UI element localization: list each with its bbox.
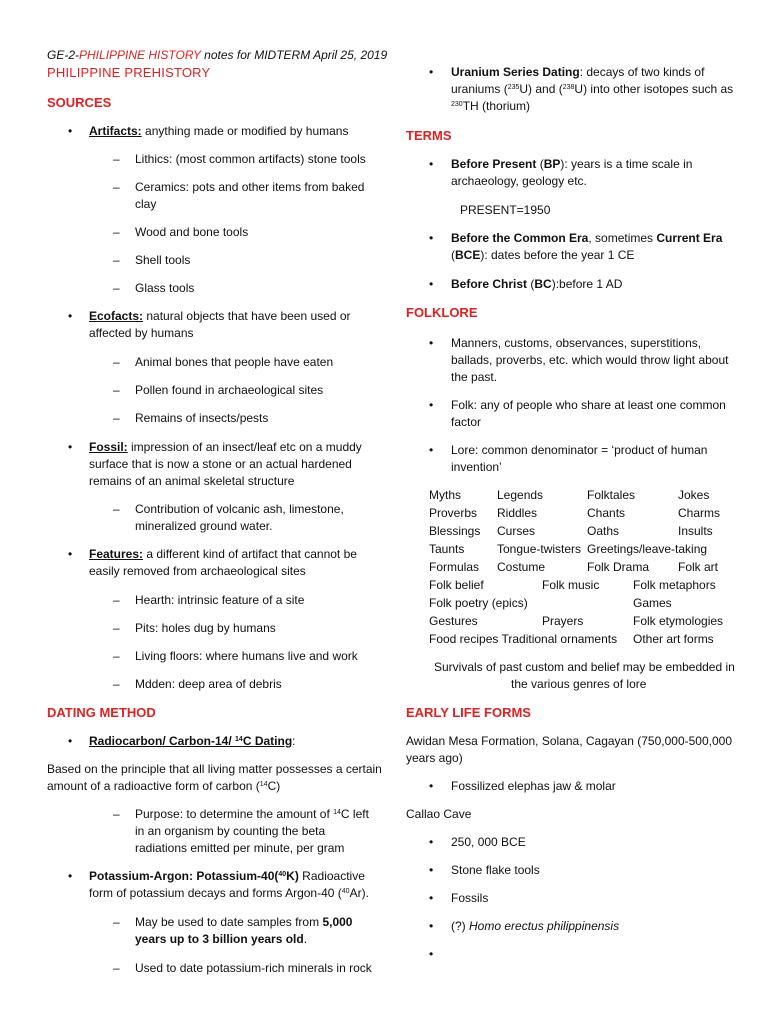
ecofacts-item-cont: affected by humans	[89, 326, 194, 340]
bullet: •	[429, 157, 434, 171]
bce250-item: 250, 000 BCE	[451, 835, 526, 849]
dash: –	[113, 649, 120, 663]
bullet: •	[429, 277, 434, 291]
fossil-item: Fossil: impression of an insect/leaf etc on a muddy	[89, 440, 362, 454]
dash: –	[113, 807, 120, 821]
genre-cell: Taunts	[429, 542, 465, 556]
dash: –	[113, 225, 120, 239]
ecofacts-item: Ecofacts: natural objects that have been used or	[89, 309, 351, 323]
bullet: •	[429, 231, 434, 245]
section-dating-method: DATING METHOD	[47, 705, 156, 720]
genre-cell: Folk belief	[429, 578, 484, 592]
fossil-item-cont: remains of an animal skeletal structure	[89, 474, 295, 488]
genre-cell: Costume	[497, 560, 546, 574]
manners-item-cont: ballads, proverbs, etc. which would throw light about	[451, 353, 729, 367]
genre-cell: Curses	[497, 524, 536, 538]
shell-item: Shell tools	[135, 253, 191, 267]
manners-item: Manners, customs, observances, superstitions,	[451, 336, 702, 350]
volcanic-item: Contribution of volcanic ash, limestone,	[135, 502, 344, 516]
dash: –	[113, 593, 120, 607]
folk-item: Folk: any of people who share at least one common	[451, 398, 726, 412]
dash: –	[113, 253, 120, 267]
lore-item-cont: invention’	[451, 460, 502, 474]
genre-cell: Formulas	[429, 560, 480, 574]
dash: –	[113, 411, 120, 425]
purpose-item-cont: radiations emitted per minute, per gram	[135, 841, 345, 855]
may-item-cont: years up to 3 billion years old.	[135, 932, 308, 946]
based-text: Based on the principle that all living matter possesses a certain	[47, 762, 382, 776]
bullet: •	[429, 443, 434, 457]
genre-cell: Myths	[429, 488, 462, 502]
wood-item: Wood and bone tools	[135, 225, 249, 239]
genre-cell: Folk poetry (epics)	[429, 596, 528, 610]
doc-header: GE-2-PHILIPPINE HISTORY notes for MIDTERM April 25, 2019	[47, 48, 388, 62]
dash: –	[113, 281, 120, 295]
awidan-text-cont: years ago)	[406, 751, 463, 765]
bullet: •	[68, 124, 73, 138]
genre-cell: Riddles	[497, 506, 538, 520]
genre-cell: Jokes	[678, 488, 710, 502]
features-item-cont: easily removed from archaeological sites	[89, 564, 306, 578]
dash: –	[113, 677, 120, 691]
dash: –	[113, 180, 120, 194]
folk-item-cont: factor	[451, 415, 482, 429]
survivals-text-cont: the various genres of lore	[511, 677, 647, 691]
bp-item: Before Present (BP): years is a time scale in	[451, 157, 693, 171]
ceramics-item-cont: clay	[135, 197, 157, 211]
bullet: •	[68, 309, 73, 323]
genre-cell: Folk music	[542, 578, 600, 592]
bullet: •	[68, 440, 73, 454]
bc-item: Before Christ (BC):before 1 AD	[451, 277, 623, 291]
dash: –	[113, 383, 120, 397]
insects-item: Remains of insects/pests	[135, 411, 269, 425]
bullet: •	[429, 336, 434, 350]
genre-cell: Games	[633, 596, 672, 610]
used-item: Used to date potassium-rich minerals in rock	[135, 961, 372, 975]
genre-cell: Proverbs	[429, 506, 478, 520]
genre-cell: Folk art	[678, 560, 719, 574]
section-folklore: FOLKLORE	[406, 305, 478, 320]
present-text: PRESENT=1950	[460, 203, 551, 217]
uranium-item-cont: uraniums ($^{235}$U) and ($^{238}$U) into other isotopes such as	[451, 82, 734, 96]
bullet: •	[68, 734, 73, 748]
genre-cell: Greetings/leave-taking	[587, 542, 708, 556]
survivals-text: Survivals of past custom and belief may be embedded in	[434, 660, 735, 674]
bce-item-cont: (BCE): dates before the year 1 CE	[451, 248, 635, 262]
purpose-item: Purpose: to determine the amount of $^{14}$C left	[135, 807, 369, 821]
genre-cell: Legends	[497, 488, 544, 502]
dash: –	[113, 355, 120, 369]
potassium-item-cont: form of potassium decays and forms Argon-40 ($^{40}$Ar).	[89, 886, 369, 900]
bullet: •	[429, 863, 434, 877]
genre-cell: Folk metaphors	[633, 578, 716, 592]
genre-cell: Folktales	[587, 488, 636, 502]
uranium-item: Uranium Series Dating: decays of two kinds of	[451, 65, 705, 79]
awidan-text: Awidan Mesa Formation, Solana, Cagayan (750,000-500,000	[406, 734, 732, 748]
section-early-life-forms: EARLY LIFE FORMS	[406, 705, 531, 720]
section-sources: SOURCES	[47, 95, 112, 110]
uranium-item-cont: $^{230}$TH (thorium)	[451, 99, 531, 113]
volcanic-item-cont: mineralized ground water.	[135, 519, 273, 533]
based-text-cont: amount of a radioactive form of carbon ($^{14}$C)	[47, 779, 281, 793]
bullet: •	[429, 65, 434, 79]
manners-item-cont: the past.	[451, 370, 498, 384]
bullet: •	[68, 547, 73, 561]
genre-cell: Food recipes Traditional ornaments	[429, 632, 618, 646]
ceramics-item: Ceramics: pots and other items from baked	[135, 180, 365, 194]
genre-cell: Blessings	[429, 524, 481, 538]
genre-cell: Tongue-twisters	[497, 542, 582, 556]
bullet: •	[429, 919, 434, 933]
stone-item: Stone flake tools	[451, 863, 540, 877]
dash: –	[113, 502, 120, 516]
homo-item: (?) Homo erectus philippinensis	[451, 919, 620, 933]
genre-cell: Gestures	[429, 614, 478, 628]
elephas-item: Fossilized elephas jaw & molar	[451, 779, 616, 793]
pollen-item: Pollen found in archaeological sites	[135, 383, 324, 397]
midden-item: Mdden: deep area of debris	[135, 677, 282, 691]
section-terms: TERMS	[406, 128, 452, 143]
bp-item-cont: archaeology, geology etc.	[451, 174, 587, 188]
bullet: •	[68, 869, 73, 883]
bullet: •	[429, 947, 434, 961]
genre-cell: Charms	[678, 506, 721, 520]
genre-cell: Other art forms	[633, 632, 714, 646]
artifacts-item: Artifacts: anything made or modified by humans	[89, 124, 349, 138]
dash: –	[113, 961, 120, 975]
dash: –	[113, 152, 120, 166]
genre-cell: Prayers	[542, 614, 584, 628]
page-title: PHILIPPINE PREHISTORY	[47, 65, 211, 80]
bullet: •	[429, 891, 434, 905]
purpose-item-cont: in an organism by counting the beta	[135, 824, 326, 838]
potassium-item: Potassium-Argon: Potassium-40($^{40}$K) Radioactive	[89, 869, 365, 883]
radiocarbon-item: Radiocarbon/ Carbon-14/ $^{14}$C Dating:	[89, 734, 296, 748]
genre-cell: Folk Drama	[587, 560, 650, 574]
lore-item: Lore: common denominator = ‘product of human	[451, 443, 708, 457]
pits-item: Pits: holes dug by humans	[135, 621, 276, 635]
fossil-item-cont: surface that is now a stone or an actual hardened	[89, 457, 352, 471]
bullet: •	[429, 398, 434, 412]
dash: –	[113, 621, 120, 635]
bullet: •	[429, 835, 434, 849]
fossils-item: Fossils	[451, 891, 489, 905]
living-item: Living floors: where humans live and work	[135, 649, 358, 663]
genre-cell: Chants	[587, 506, 626, 520]
callao-text: Callao Cave	[406, 807, 472, 821]
genre-cell: Insults	[678, 524, 713, 538]
may-item: May be used to date samples from 5,000	[135, 915, 353, 929]
features-item: Features: a different kind of artifact that cannot be	[89, 547, 357, 561]
genre-cell: Oaths	[587, 524, 620, 538]
hearth-item: Hearth: intrinsic feature of a site	[135, 593, 305, 607]
lithics-item: Lithics: (most common artifacts) stone tools	[135, 152, 366, 166]
animal-item: Animal bones that people have eaten	[135, 355, 334, 369]
genre-cell: Folk etymologies	[633, 614, 724, 628]
bce-item: Before the Common Era, sometimes Current Era	[451, 231, 723, 245]
glass-item: Glass tools	[135, 281, 195, 295]
bullet: •	[429, 779, 434, 793]
dash: –	[113, 915, 120, 929]
